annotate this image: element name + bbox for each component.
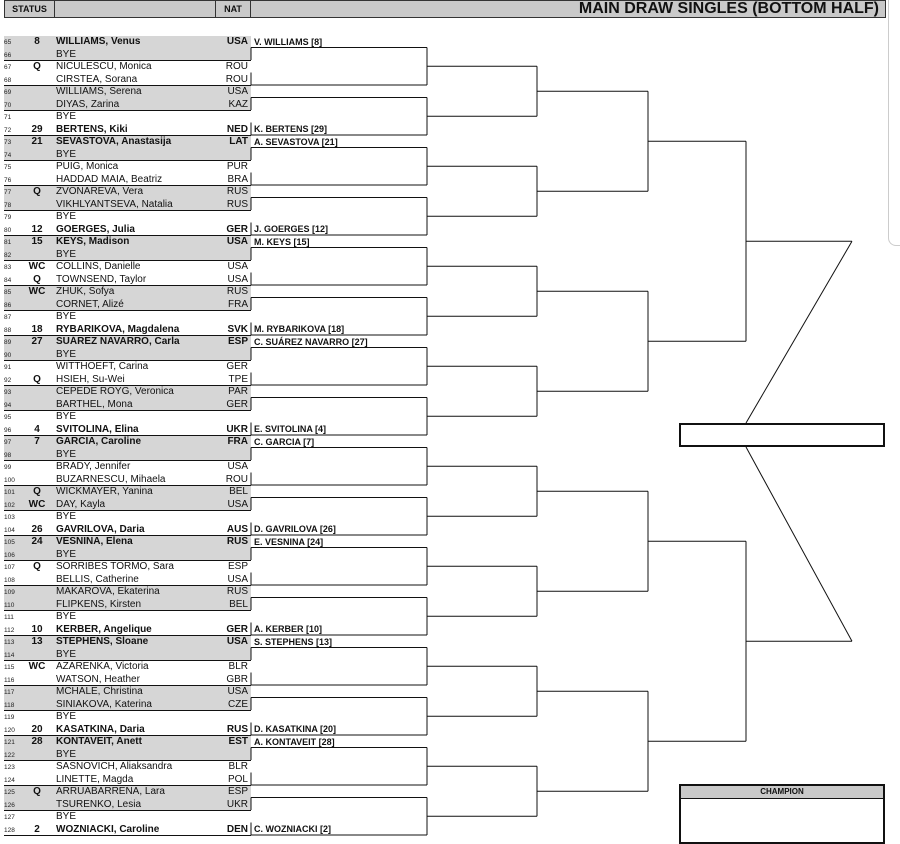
draw-number: 110 <box>4 601 15 609</box>
draw-number: 117 <box>4 689 15 696</box>
draw-number: 90 <box>4 351 12 359</box>
player-name: COLLINS, Danielle <box>56 261 141 272</box>
player-status: 28 <box>31 736 43 747</box>
round2-player-label: M. KEYS [15] <box>254 236 310 247</box>
player-name: BELLIS, Catherine <box>56 573 139 585</box>
player-status: Q <box>33 786 41 797</box>
draw-number: 73 <box>4 139 12 146</box>
player-name: VESNINA, Elena <box>56 536 133 547</box>
player-nat: RUS <box>226 586 248 597</box>
round2-player-label: S. STEPHENS [13] <box>254 636 333 647</box>
player-status: 27 <box>31 336 43 347</box>
draw-number: 127 <box>4 814 15 821</box>
draw-number: 119 <box>4 714 15 721</box>
player-name: BYE <box>56 548 77 560</box>
player-nat: EST <box>228 736 248 747</box>
player-name: BYE <box>56 148 77 160</box>
player-status: 4 <box>34 423 40 435</box>
player-nat: KAZ <box>228 98 248 110</box>
player-name: BYE <box>56 511 77 522</box>
player-name: GARCIA, Caroline <box>56 436 142 447</box>
draw-number: 111 <box>4 614 14 621</box>
page-title: MAIN DRAW SINGLES (BOTTOM HALF) <box>251 0 886 18</box>
player-name: BUZARNESCU, Mihaela <box>56 473 166 485</box>
player-name: ARRUABARRENA, Lara <box>56 786 165 797</box>
draw-number: 67 <box>4 64 12 71</box>
player-nat: DEN <box>226 823 248 835</box>
draw-number: 91 <box>4 364 12 371</box>
draw-number: 128 <box>4 826 15 834</box>
player-name: BERTENS, Kiki <box>56 123 128 135</box>
player-name: WILLIAMS, Serena <box>56 86 142 97</box>
player-name: KERBER, Angelique <box>56 623 152 635</box>
draw-number: 80 <box>4 226 12 234</box>
player-status: Q <box>33 61 41 72</box>
player-name: BYE <box>56 211 77 222</box>
player-name: SUÁREZ NAVARRO, Carla <box>56 336 180 347</box>
draw-number: 84 <box>4 276 12 284</box>
player-nat: RUS <box>226 723 248 735</box>
draw-number: 87 <box>4 314 12 321</box>
draw-number: 79 <box>4 214 12 221</box>
player-name: WITTHOEFT, Carina <box>56 361 149 372</box>
player-nat: USA <box>226 36 248 47</box>
player-name: SVITOLINA, Elina <box>56 423 139 435</box>
player-nat: UKR <box>226 423 248 435</box>
round2-player-label: D. GAVRILOVA [26] <box>254 524 336 534</box>
player-name: TOWNSEND, Taylor <box>56 273 147 285</box>
player-name: SASNOVICH, Aliaksandra <box>56 761 173 772</box>
player-status: 2 <box>34 823 40 835</box>
player-name: LINETTE, Magda <box>56 773 134 785</box>
draw-number: 71 <box>4 114 12 121</box>
player-nat: USA <box>226 636 248 647</box>
player-nat: BEL <box>229 486 248 497</box>
player-name: VIKHLYANTSEVA, Natalia <box>56 198 173 210</box>
player-name: HADDAD MAIA, Beatriz <box>56 173 163 185</box>
draw-number: 124 <box>4 776 15 784</box>
player-status: Q <box>33 273 41 285</box>
player-nat: USA <box>227 273 248 285</box>
champion-label: CHAMPION <box>681 786 883 799</box>
player-name: BYE <box>56 311 77 322</box>
player-nat: GBR <box>226 673 248 685</box>
draw-number: 81 <box>4 239 12 246</box>
player-name: BYE <box>56 348 77 360</box>
player-name: ZVONAREVA, Vera <box>56 186 144 197</box>
player-status: WC <box>28 661 46 672</box>
player-status: 26 <box>31 523 43 535</box>
player-name: PUIG, Monica <box>56 161 119 172</box>
player-nat: GER <box>226 223 248 235</box>
player-name: BYE <box>56 111 77 122</box>
player-nat: GER <box>226 623 248 635</box>
player-name: BYE <box>56 448 77 460</box>
player-name: ZHUK, Sofya <box>56 286 115 297</box>
round2-player-label: A. KERBER [10] <box>254 624 323 634</box>
draw-number: 123 <box>4 764 15 771</box>
draw-number: 107 <box>4 564 15 571</box>
round2-player-label: V. WILLIAMS [8] <box>254 36 323 47</box>
draw-number: 69 <box>4 89 12 96</box>
player-name: SORRIBES TORMO, Sara <box>56 561 174 572</box>
player-nat: BLR <box>228 661 248 672</box>
player-nat: RUS <box>226 186 248 197</box>
final-box <box>679 423 885 447</box>
player-name: CORNET, Alizé <box>56 298 124 310</box>
player-nat: PAR <box>228 386 248 397</box>
player-name: BYE <box>56 611 77 622</box>
draw-number: 89 <box>4 339 12 346</box>
player-status: Q <box>33 373 41 385</box>
player-nat: USA <box>227 498 248 510</box>
round2-player-label: A. SEVASTOVA [21] <box>254 136 338 147</box>
final-diagonal <box>746 447 852 641</box>
player-nat: ROU <box>225 473 248 485</box>
player-nat: BEL <box>229 598 248 610</box>
player-name: STEPHENS, Sloane <box>56 636 149 647</box>
draw-number: 72 <box>4 126 12 134</box>
player-name: CIRSTEA, Sorana <box>56 73 138 85</box>
draw-number: 85 <box>4 289 12 296</box>
draw-number: 101 <box>4 489 15 496</box>
player-nat: USA <box>227 686 248 697</box>
player-status: 12 <box>31 223 43 235</box>
player-name: KEYS, Madison <box>56 236 130 247</box>
player-nat: FRA <box>228 298 248 310</box>
draw-number: 66 <box>4 51 12 59</box>
player-name: SINIAKOVA, Katerina <box>56 698 152 710</box>
round2-player-label: C. SUÁREZ NAVARRO [27] <box>254 336 368 347</box>
player-name: CEPEDE ROYG, Veronica <box>56 386 174 397</box>
player-nat: RUS <box>226 198 248 210</box>
player-nat: GER <box>226 361 248 372</box>
player-nat: USA <box>227 86 248 97</box>
draw-number: 88 <box>4 326 12 334</box>
round2-player-label: J. GOERGES [12] <box>254 224 329 234</box>
draw-number: 77 <box>4 189 12 196</box>
player-nat: NED <box>226 123 248 135</box>
draw-number: 103 <box>4 514 15 521</box>
player-name: BYE <box>56 748 77 760</box>
player-name: KASATKINA, Daria <box>56 723 145 735</box>
player-nat: PUR <box>226 161 248 172</box>
player-name: HSIEH, Su-Wei <box>56 373 125 385</box>
player-name: BYE <box>56 648 77 660</box>
player-status: 21 <box>31 136 43 147</box>
player-name: WATSON, Heather <box>56 673 140 685</box>
draw-number: 74 <box>4 151 12 159</box>
draw-number: 122 <box>4 751 15 759</box>
round2-player-label: C. GARCIA [7] <box>254 436 315 447</box>
player-nat: USA <box>227 261 248 272</box>
draw-number: 105 <box>4 539 15 546</box>
player-name: BYE <box>56 711 77 722</box>
player-status: Q <box>33 561 41 572</box>
round2-player-label: A. KONTAVEIT [28] <box>254 736 335 747</box>
player-name: TSURENKO, Lesia <box>56 798 142 810</box>
draw-number: 114 <box>4 651 15 659</box>
player-nat: GER <box>226 398 248 410</box>
draw-number: 93 <box>4 389 12 396</box>
player-status: WC <box>28 498 46 510</box>
draw-number: 99 <box>4 464 12 471</box>
player-status: WC <box>28 286 46 297</box>
player-name: NICULESCU, Monica <box>56 61 152 72</box>
player-name: GOERGES, Julia <box>56 223 135 235</box>
player-nat: CZE <box>228 698 248 710</box>
player-nat: ROU <box>225 61 248 72</box>
draw-number: 76 <box>4 176 12 184</box>
draw-number: 112 <box>4 626 15 634</box>
player-status: 20 <box>31 723 43 735</box>
draw-number: 83 <box>4 264 12 271</box>
scrollbar-edge[interactable] <box>888 0 900 246</box>
player-nat: USA <box>227 461 248 472</box>
draw-number: 75 <box>4 164 12 171</box>
final-diagonal <box>746 241 852 423</box>
player-status: 29 <box>31 123 43 135</box>
draw-number: 126 <box>4 801 15 809</box>
player-nat: TPE <box>228 373 248 385</box>
player-name: BYE <box>56 411 77 422</box>
draw-number: 92 <box>4 376 12 384</box>
draw-number: 115 <box>4 664 15 671</box>
player-status: WC <box>28 261 46 272</box>
player-nat: POL <box>227 773 248 785</box>
player-nat: BRA <box>227 173 248 185</box>
player-name: MCHALE, Christina <box>56 686 143 697</box>
player-name: FLIPKENS, Kirsten <box>56 598 142 610</box>
round2-player-label: M. RYBARIKOVA [18] <box>254 324 345 334</box>
draw-number: 68 <box>4 76 12 84</box>
player-status: 13 <box>31 636 43 647</box>
player-status: Q <box>33 186 41 197</box>
round2-player-label: E. VESNINA [24] <box>254 536 324 547</box>
player-nat: ESP <box>227 561 248 572</box>
player-name: BRADY, Jennifer <box>56 461 131 472</box>
player-nat: USA <box>226 236 248 247</box>
player-nat: SVK <box>227 323 248 335</box>
player-status: 10 <box>31 623 43 635</box>
player-nat: UKR <box>226 798 248 810</box>
player-name: WILLIAMS, Venus <box>56 36 141 47</box>
draw-number: 104 <box>4 526 15 534</box>
nationality-column-header: NAT <box>216 0 251 18</box>
player-status: 7 <box>34 436 40 447</box>
draw-number: 109 <box>4 589 15 596</box>
player-name: RYBARIKOVA, Magdalena <box>56 323 180 335</box>
player-name: BYE <box>56 811 77 822</box>
player-status: 15 <box>31 236 43 247</box>
draw-number: 82 <box>4 251 12 259</box>
draw-number: 120 <box>4 726 15 734</box>
round2-player-label: E. SVITOLINA [4] <box>254 424 327 434</box>
draw-number: 65 <box>4 39 12 46</box>
draw-number: 100 <box>4 476 15 484</box>
player-status: 18 <box>31 323 43 335</box>
draw-number: 96 <box>4 426 12 434</box>
round2-player-label: D. KASATKINA [20] <box>254 724 337 734</box>
player-name: BYE <box>56 248 77 260</box>
draw-number: 106 <box>4 551 15 559</box>
draw-number: 116 <box>4 676 15 684</box>
draw-number: 102 <box>4 501 15 509</box>
champion-box <box>679 784 885 844</box>
player-name: BYE <box>56 48 77 60</box>
player-status: Q <box>33 486 41 497</box>
draw-number: 121 <box>4 739 15 746</box>
player-nat: BLR <box>228 761 248 772</box>
player-nat: RUS <box>226 536 248 547</box>
draw-number: 118 <box>4 701 15 709</box>
player-name: WOZNIACKI, Caroline <box>56 823 160 835</box>
player-name: AZARENKA, Victoria <box>56 661 149 672</box>
player-nat: USA <box>227 573 248 585</box>
player-nat: RUS <box>226 286 248 297</box>
draw-number: 125 <box>4 789 15 796</box>
player-name: WICKMAYER, Yanina <box>56 486 153 497</box>
player-name: KONTAVEIT, Anett <box>56 736 142 747</box>
player-name: DAY, Kayla <box>56 498 106 510</box>
draw-number: 86 <box>4 301 12 309</box>
draw-number: 113 <box>4 639 15 646</box>
draw-number: 95 <box>4 414 12 421</box>
player-nat: ESP <box>227 336 248 347</box>
round2-player-label: C. WOZNIACKI [2] <box>254 824 331 834</box>
player-status: 8 <box>34 36 40 47</box>
player-name: BARTHEL, Mona <box>56 398 133 410</box>
player-status: 24 <box>31 536 43 547</box>
player-nat: ESP <box>227 786 248 797</box>
draw-number: 78 <box>4 201 12 209</box>
draw-number: 94 <box>4 401 12 409</box>
player-name: MAKAROVA, Ekaterina <box>56 586 160 597</box>
status-column-header: STATUS <box>4 0 55 18</box>
draw-number: 108 <box>4 576 15 584</box>
player-nat: FRA <box>227 436 248 447</box>
draw-number: 97 <box>4 439 12 446</box>
player-nat: AUS <box>226 523 248 535</box>
player-name: DIYAS, Zarina <box>56 98 120 110</box>
round2-player-label: K. BERTENS [29] <box>254 124 328 134</box>
player-name: SEVASTOVA, Anastasija <box>56 136 172 147</box>
player-nat: ROU <box>225 73 248 85</box>
draw-number: 70 <box>4 101 12 109</box>
draw-number: 98 <box>4 451 12 459</box>
player-name: GAVRILOVA, Daria <box>56 523 145 535</box>
player-nat: LAT <box>229 136 248 147</box>
